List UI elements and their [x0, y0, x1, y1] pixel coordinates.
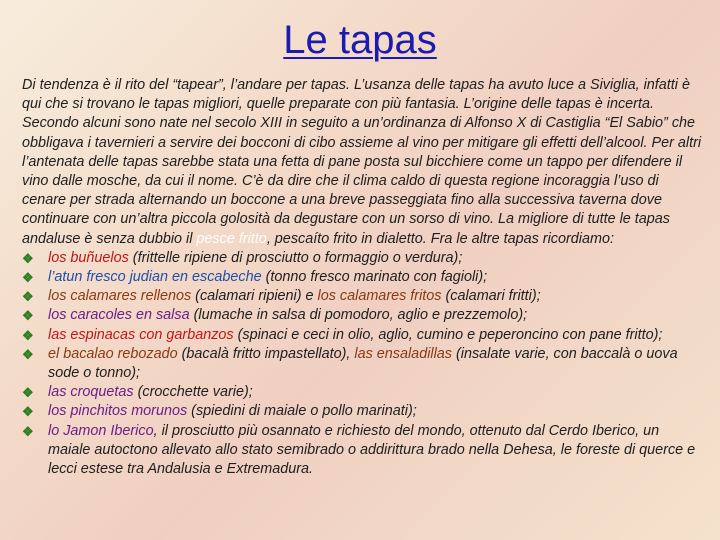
tapa-name-2: las ensaladillas [354, 345, 452, 362]
tapa-name: los calamares rellenos [48, 288, 192, 305]
diamond-bullet-icon: ❖ [22, 327, 34, 343]
tapa-desc: (frittelle ripiene di prosciutto o formaggio o verdura); [128, 249, 463, 266]
slide-title: Le tapas [283, 18, 437, 62]
tapa-desc: , il prosciutto più osannato e richiesto del mondo, ottenuto dal Cerdo Iberico, un maiale autoctono allevato allo stato semibrado o addirittura brado nella Dehesa, le foreste di querce e lecci estese tra Andalusia e Extremadura. [48, 422, 696, 478]
intro-highlight: pesce fritto [196, 230, 267, 247]
list-item [22, 249, 702, 268]
diamond-bullet-icon: ❖ [22, 346, 34, 362]
tapa-desc: (crocchette varie); [133, 384, 253, 401]
diamond-bullet-icon: ❖ [22, 385, 34, 401]
tapa-name: el bacalao rebozado [48, 345, 178, 362]
list-item [22, 287, 702, 306]
tapa-desc: (calamari ripieni) e [191, 288, 318, 305]
tapas-list [22, 249, 702, 479]
tapa-desc: (bacalà fritto impastellato), [177, 345, 355, 362]
tapa-name: las croquetas [48, 384, 134, 401]
list-item [22, 402, 702, 421]
tapa-desc: (spinaci e ceci in olio, aglio, cumino e peperoncino con pane fritto); [233, 326, 663, 343]
diamond-bullet-icon: ❖ [22, 270, 34, 286]
tapa-name-2: los calamares fritos [317, 288, 442, 305]
tapa-name: las espinacas con garbanzos [48, 326, 234, 343]
tapa-name: los caracoles en salsa [48, 307, 190, 324]
tapa-name: l’atun fresco judian en escabeche [48, 269, 262, 286]
list-item [22, 383, 702, 402]
intro-paragraph [22, 76, 702, 249]
slide-body [22, 76, 702, 479]
tapa-desc: (lumache in salsa di pomodoro, aglio e prezzemolo); [189, 307, 528, 324]
tapa-desc: (spiedini di maiale o pollo marinati); [187, 403, 417, 420]
tapa-name: los pinchitos morunos [48, 403, 188, 420]
tapa-name: los buñuelos [48, 249, 129, 266]
tapa-desc-2: (insalate varie, con baccalà o uova sode o tonno); [48, 345, 678, 382]
tapa-desc: (tonno fresco marinato con fagioli); [261, 269, 488, 286]
list-item [22, 345, 702, 383]
diamond-bullet-icon: ❖ [22, 289, 34, 305]
intro-text-end: , pescaíto frito in dialetto. Fra le altre tapas ricordiamo: [266, 230, 614, 247]
list-item [22, 326, 702, 345]
list-item [22, 306, 702, 325]
tapa-desc-2: (calamari fritti); [441, 288, 541, 305]
list-item [22, 422, 702, 480]
list-item [22, 268, 702, 287]
diamond-bullet-icon: ❖ [22, 404, 34, 420]
diamond-bullet-icon: ❖ [22, 308, 34, 324]
intro-text: Di tendenza è il rito del “tapear”, l’andare per tapas. L’usanza delle tapas ha avuto luce a Siviglia, infatti è qui che si trovano le tapas migliori, quelle preparate con più fantasia. L’origine delle tapas è incerta. Secondo alcuni sono nate nel secolo XIII in seguito a un’ordinanza di Alfonso X di Castiglia “El Sabio” che obbligava i tavernieri a servire dei bocconi di cibo assieme al vino per mitigare gli effetti dell’alcool. Per altri l’antenata delle tapas sarebbe stata una fetta di pane posta sul bicchiere come un tappo per difendere il vino dalle mosche, da cui il nome. C’è da dire che il clima caldo di questa regione incoraggia l’uso di cenare per strada alternando un boccone a una breve passeggiata fino alla successiva taverna dove continuare con un’altra piccola golosità da degustare con un sorso di vino. La migliore di tutte le tapas andaluse è senza dubbio il [22, 77, 702, 247]
diamond-bullet-icon: ❖ [22, 423, 34, 439]
tapa-name: lo Jamon Iberico [48, 422, 154, 439]
diamond-bullet-icon: ❖ [22, 250, 34, 266]
